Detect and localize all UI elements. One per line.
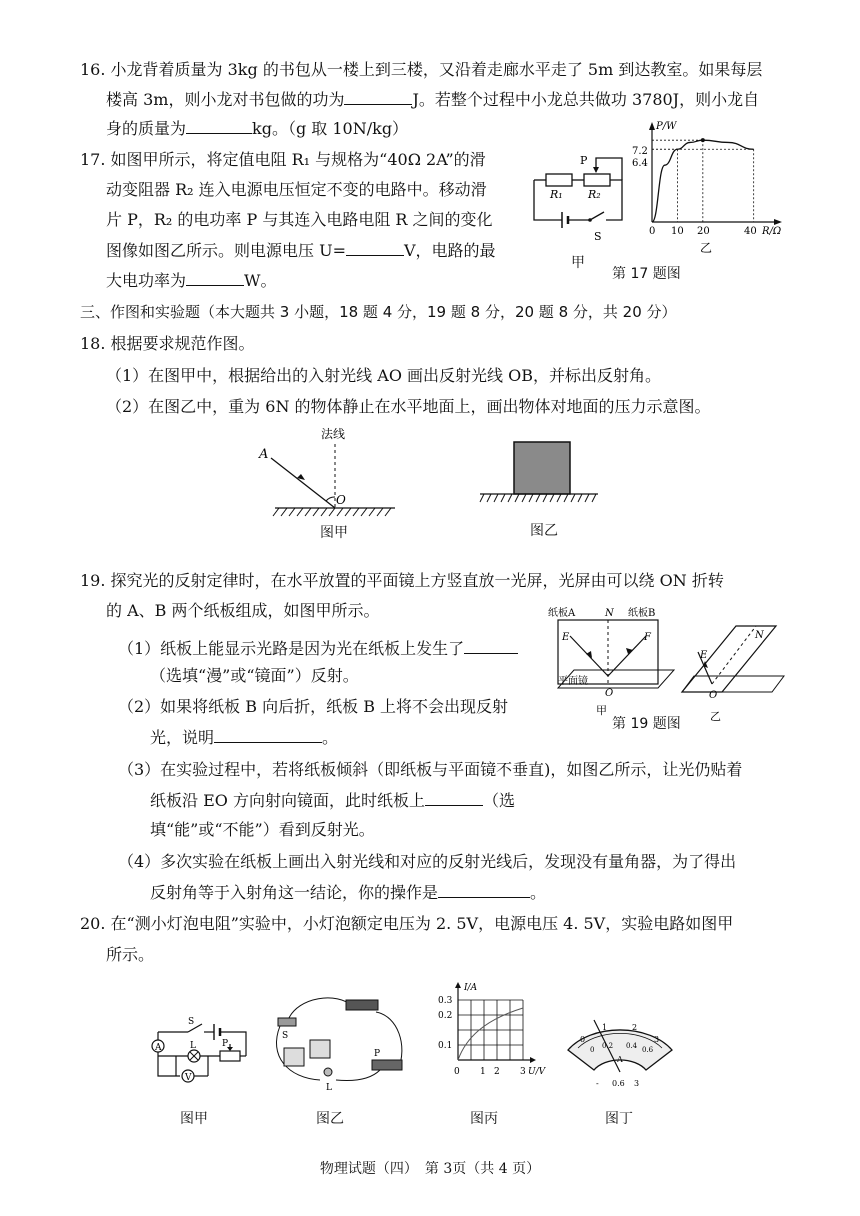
q20-xtick-0: 0 — [454, 1067, 460, 1077]
q18-caption-b: 图乙 — [530, 523, 558, 539]
q17-xtick-10: 10 — [671, 226, 684, 237]
q19-text: 反射角等于入射角这一结论，你的操作是 — [150, 883, 439, 902]
q19-board-b-label: 纸板B — [628, 608, 656, 619]
q20-dial-1: 1 — [602, 1023, 608, 1032]
q20b-s-label: S — [282, 1031, 289, 1041]
q16-blank-mass[interactable] — [186, 118, 252, 134]
q19-f-label: F — [644, 632, 651, 643]
q18-reflection-diagram — [255, 424, 405, 524]
q18-o-label: O — [336, 493, 346, 507]
q19-blank-3[interactable] — [425, 790, 483, 806]
q17-guide-lines — [652, 140, 754, 222]
q17-circuit-diagram — [528, 150, 628, 250]
q19-blank-2[interactable] — [214, 727, 322, 743]
q17-line3: 片 P，R₂ 的电功率 P 与其连入电路电阻 R 之间的变化 — [106, 210, 493, 229]
q19-p4-line2 — [150, 882, 546, 903]
q19-text: （1）纸板上能显示光路是因为光在纸板上发生了 — [118, 639, 465, 658]
q19-text: （选 — [482, 791, 515, 810]
q20-ytick-01: 0.1 — [438, 1041, 453, 1051]
q17-ytick-64: 6.4 — [632, 158, 648, 169]
q17-figure-title: 第 17 题图 — [612, 266, 681, 282]
section3-heading: 三、作图和实验题（本大题共 3 小题，18 题 4 分，19 题 8 分，20 题 8 分，共 20 分） — [80, 303, 677, 321]
q20-ammeter-dial — [560, 990, 680, 1094]
q16-text: 楼高 3m，则小龙对书包做的功为 — [106, 90, 345, 109]
q17-xlabel: R/Ω — [762, 226, 782, 237]
q17-line2: 动变阻器 R₂ 连入电源电压恒定不变的电路中。移动滑 — [106, 180, 487, 199]
q20-dial-unit: A — [617, 1055, 623, 1064]
q19-text: 。 — [322, 728, 339, 747]
q20-s-label: S — [188, 1017, 195, 1027]
q19-blank-1[interactable] — [464, 638, 518, 654]
q19-text: 纸板沿 EO 方向射向镜面，此时纸板上 — [150, 791, 425, 810]
q17-line5 — [106, 270, 276, 291]
q17-text: W。 — [244, 271, 277, 290]
q20-line1: 20. 在“测小灯泡电阻”实验中，小灯泡额定电压为 2. 5V，电源电压 4. 5V，实验电路如图甲 — [80, 914, 734, 933]
page-footer: 物理试题（四） 第 3页（共 4 页） — [319, 1161, 541, 1177]
q20-terminal-minus: - — [596, 1079, 599, 1088]
q18-normal-label: 法线 — [321, 427, 346, 441]
q17-line4 — [106, 240, 496, 261]
q19-blank-4[interactable] — [438, 882, 530, 898]
q19-p3-line2 — [150, 790, 515, 811]
q17-peak-point — [701, 138, 705, 142]
q18-line2: （1）在图甲中，根据给出的入射光线 AO 画出反射光线 OB，并标出反射角。 — [106, 366, 661, 385]
q17-xtick-40: 40 — [744, 226, 757, 237]
q18-a-label: A — [259, 447, 269, 462]
q18-block-diagram — [474, 436, 604, 516]
q19b-e-label: E — [700, 650, 708, 661]
q20-dial-06: 0.6 — [642, 1046, 654, 1054]
q17-line1: 17. 如图甲所示，将定值电阻 R₁ 与规格为“40Ω 2A”的滑 — [80, 150, 486, 169]
q19-line1: 19. 探究光的反射定律时，在水平放置的平面镜上方竖直放一光屏，光屏由可以绕 ON 折转 — [80, 571, 724, 590]
q19-p1-line1 — [118, 638, 518, 659]
q17-xtick-20: 20 — [697, 226, 710, 237]
q17-caption-b: 乙 — [700, 241, 713, 255]
q20-iu-chart — [434, 980, 546, 1092]
q19-p3-line1: （3）在实验过程中，若将纸板倾斜（即纸板与平面镜不垂直)，如图乙所示，让光仍贴着 — [118, 760, 743, 779]
q20-xtick-1: 1 — [480, 1067, 486, 1077]
q19-o-label: O — [605, 688, 614, 699]
q20-caption-d: 图丁 — [605, 1111, 633, 1127]
q19-text: 。 — [530, 883, 547, 902]
q17-r1-label: R₁ — [550, 188, 563, 201]
q16-text: kg。（g 取 10N/kg） — [252, 119, 409, 138]
q20-ylabel: I/A — [464, 983, 478, 993]
q20-dial-02: 0.2 — [602, 1042, 614, 1050]
q17-text: 图像如图乙所示。则电源电压 U= — [106, 241, 346, 260]
q17-blank-power[interactable] — [186, 270, 244, 286]
q19b-o-label: O — [709, 690, 718, 701]
q20-terminal-06: 0.6 — [612, 1079, 625, 1088]
q20-xtick-3: 3 — [520, 1067, 526, 1077]
q19-figure-title: 第 19 题图 — [612, 716, 681, 732]
q20-caption-a: 图甲 — [180, 1111, 208, 1127]
q19-fig-a — [548, 606, 678, 718]
q17-s-label: S — [594, 230, 602, 243]
q17-blank-voltage[interactable] — [346, 240, 404, 256]
q19-p3-line3: 填“能”或“不能”）看到反射光。 — [150, 820, 375, 839]
q17-p-label: P — [580, 154, 588, 167]
q20-dial-3: 3 — [654, 1035, 660, 1044]
q19-caption-a: 甲 — [596, 704, 607, 717]
q19-board-a-label: 纸板A — [548, 608, 576, 619]
q17-r2-label: R₂ — [588, 188, 601, 201]
q17-ylabel: P/W — [656, 121, 677, 132]
q17-ytick-72: 7.2 — [632, 146, 648, 157]
q19b-n-label: N — [755, 630, 764, 641]
q20-ammeter-label: A — [155, 1043, 162, 1053]
q19-line2: 的 A、B 两个纸板组成，如图甲所示。 — [106, 601, 380, 620]
q16-text: J。若整个过程中小龙总共做功 3780J，则小龙自 — [412, 90, 760, 109]
q20-xtick-2: 2 — [494, 1067, 500, 1077]
q19-n-label: N — [605, 608, 614, 619]
q20-l-label: L — [190, 1041, 196, 1051]
q20-ytick-02: 0.2 — [438, 1011, 453, 1021]
q18-line3: （2）在图乙中，重为 6N 的物体静止在水平地面上，画出物体对地面的压力示意图。 — [106, 397, 711, 416]
q17-text: 大电功率为 — [106, 271, 187, 290]
q19-p1-line2: （选填“漫”或“镜面”）反射。 — [150, 666, 359, 685]
q17-pr-chart — [630, 118, 790, 258]
q16-line2 — [106, 89, 759, 110]
q20-p-label: P — [222, 1039, 229, 1049]
q19-p2-line2 — [150, 727, 338, 748]
q20-ytick-03: 0.3 — [438, 996, 453, 1006]
q16-line3 — [106, 118, 408, 139]
q20-physical-setup — [268, 986, 418, 1102]
q18-line1: 18. 根据要求规范作图。 — [80, 334, 255, 353]
q18-caption-a: 图甲 — [320, 525, 348, 541]
q19-mirror-label: 平面镜 — [558, 676, 588, 687]
q20b-l-label: L — [326, 1083, 332, 1093]
q20-dial-0b: 0 — [590, 1046, 595, 1054]
q16-blank-work[interactable] — [344, 89, 412, 105]
q19-caption-b: 乙 — [710, 710, 721, 723]
q20-line2: 所示。 — [106, 945, 155, 964]
q16-text: 身的质量为 — [106, 119, 187, 138]
q16-line1: 16. 小龙背着质量为 3kg 的书包从一楼上到三楼，又沿着走廊水平走了 5m 到达教室。如果每层 — [80, 60, 763, 79]
q20-dial-2: 2 — [632, 1023, 638, 1032]
q20b-p-label: P — [374, 1049, 381, 1059]
q19-e-label: E — [562, 632, 570, 643]
q19-p2-line1: （2）如果将纸板 B 向后折，纸板 B 上将不会出现反射 — [118, 697, 509, 716]
q17-caption-a: 甲 — [571, 255, 585, 271]
q20-caption-c: 图丙 — [470, 1111, 498, 1127]
q20-dial-04: 0.4 — [626, 1042, 638, 1050]
q20-circuit-diagram — [150, 1012, 256, 1096]
q20-dial-0a: 0 — [580, 1035, 586, 1044]
q20-voltmeter-label: V — [185, 1073, 192, 1083]
q20-xlabel: U/V — [528, 1067, 546, 1077]
q20-caption-b: 图乙 — [316, 1111, 344, 1127]
q19-text: 光，说明 — [150, 728, 215, 747]
q19-fig-b — [676, 616, 788, 726]
q17-text: V，电路的最 — [403, 241, 496, 260]
q18-block — [514, 442, 570, 494]
q19-p4-line1: （4）多次实验在纸板上画出入射光线和对应的反射光线后，发现没有量角器，为了得出 — [118, 852, 737, 871]
q17-xtick-0: 0 — [649, 226, 656, 237]
q20-terminal-3: 3 — [634, 1079, 640, 1088]
